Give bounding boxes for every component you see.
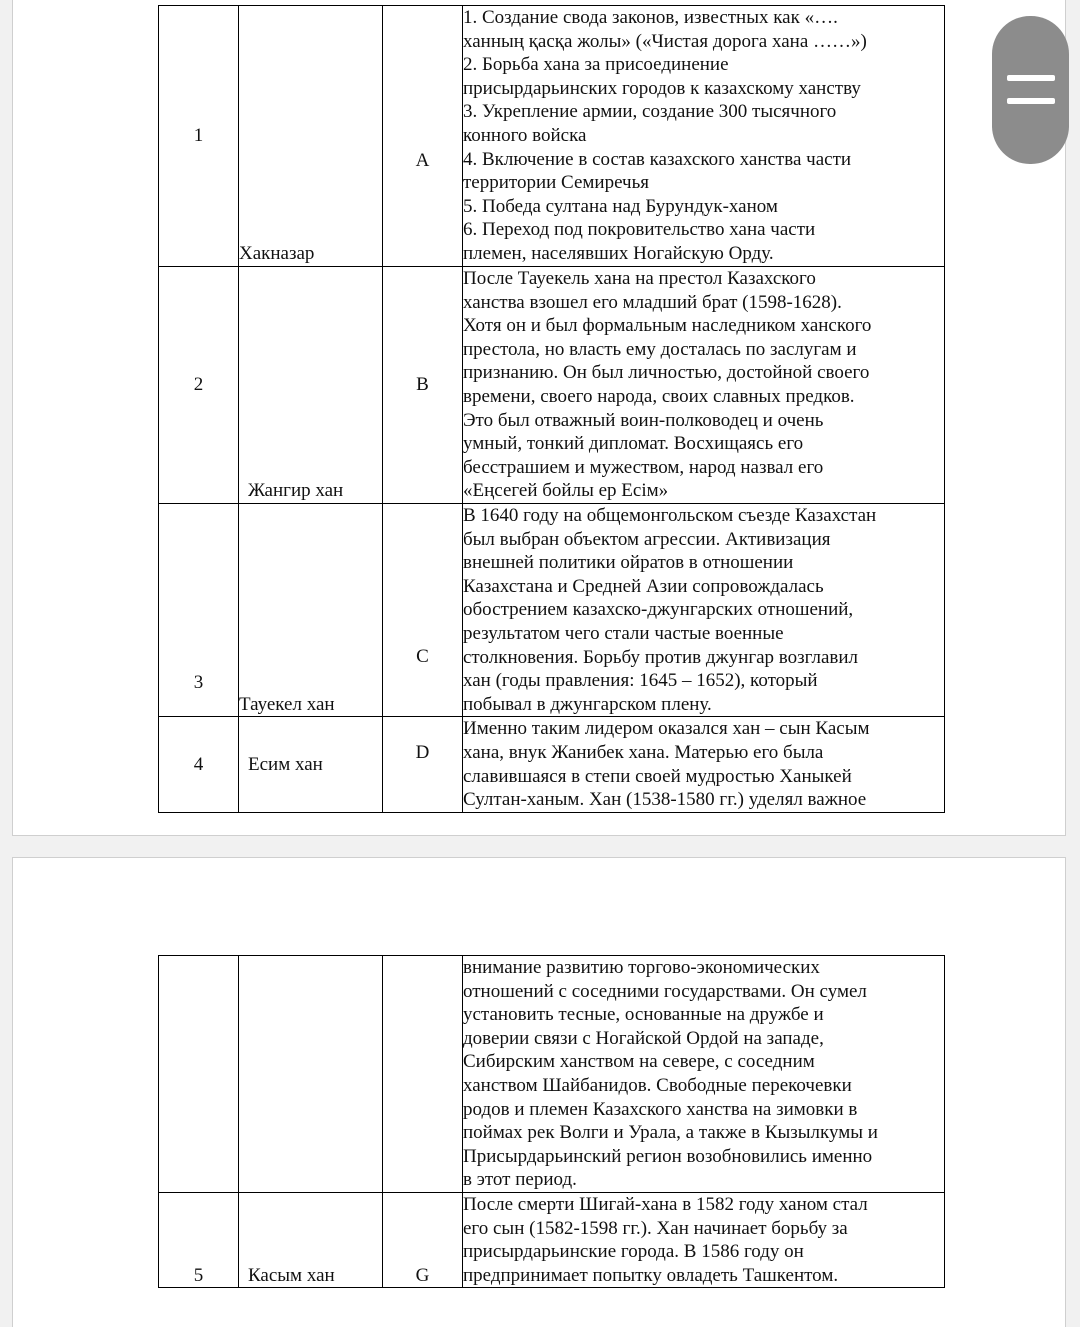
row-number: 5 <box>159 1193 239 1288</box>
text-line: 2. Борьба хана за присоединение <box>463 54 729 76</box>
text-line: После смерти Шигай-хана в 1582 году ханом стал <box>463 1194 868 1215</box>
text-line: 6. Переход под покровительство хана части <box>463 219 816 241</box>
scroll-handle[interactable] <box>992 16 1069 164</box>
text-line: Присырдарьинский регион возобновились именно <box>463 1145 873 1167</box>
text-line: 1. Создание свода законов, известных как «…. <box>463 7 838 28</box>
description-cell <box>463 956 945 1193</box>
text-line: признанию. Он был личностью, достойной своего <box>463 362 870 384</box>
text-line: территории Семиречья <box>463 172 649 194</box>
khan-name: Хакназар <box>239 6 383 267</box>
table-row <box>159 6 945 267</box>
khan-name: Тауекел хан <box>239 504 383 717</box>
text-line: столкновения. Борьбу против джунгар возглавил <box>463 646 859 668</box>
row-number: 1 <box>159 6 239 267</box>
table-row <box>159 504 945 717</box>
description-cell <box>463 1193 945 1288</box>
text-line: поймах рек Волги и Урала, а также в Кызылкумы и <box>463 1122 878 1144</box>
text-line: времени, своего народа, своих славных предков. <box>463 385 855 407</box>
text-line: внешней политики ойратов в отношении <box>463 552 794 574</box>
text-line: После Тауекель хана на престол Казахского <box>463 268 816 289</box>
menu-icon-line <box>1007 98 1055 104</box>
text-line: Султан-ханым. Хан (1538-1580 гг.) уделял важное <box>463 789 867 811</box>
text-line: престола, но власть ему досталась по заслугам и <box>463 338 857 360</box>
khans-table-part-2 <box>158 955 945 1288</box>
text-line: 3. Укрепление армии, создание 300 тысячного <box>463 101 837 123</box>
table-row <box>159 267 945 504</box>
text-line: племен, населявших Ногайскую Орду. <box>463 242 774 264</box>
answer-letter: D <box>383 717 463 812</box>
row-number: 3 <box>159 504 239 717</box>
text-line: 5. Победа султана над Бурундук-ханом <box>463 195 778 217</box>
description-cell <box>463 6 945 267</box>
row-number: 2 <box>159 267 239 504</box>
document-page-1 <box>12 0 1066 836</box>
answer-letter: A <box>383 6 463 267</box>
text-line: Именно таким лидером оказался хан – сын Касым <box>463 718 870 740</box>
text-line: предпринимает попытку овладеть Ташкентом. <box>463 1264 839 1286</box>
text-line: бесстрашием и мужеством, народ назвал его <box>463 456 824 478</box>
text-line: славившаяся в степи своей мудростью Ханыкей <box>463 765 852 787</box>
text-line: в этот период. <box>463 1169 577 1191</box>
table-row <box>159 956 945 1193</box>
text-line: присырдарьинских городов к казахскому ханству <box>463 77 861 99</box>
table-row <box>159 717 945 812</box>
description-cell <box>463 267 945 504</box>
text-line: присырдарьинские города. В 1586 году он <box>463 1241 804 1263</box>
answer-letter: C <box>383 504 463 717</box>
text-line: внимание развитию торгово-экономических <box>463 957 820 978</box>
text-line: побывал в джунгарском плену. <box>463 693 712 715</box>
khan-name: Жангир хан <box>239 267 383 504</box>
text-line: доверии связи с Ногайской Ордой на западе, <box>463 1027 824 1049</box>
text-line: конного войска <box>463 124 587 146</box>
text-line: хан (годы правления: 1645 – 1652), который <box>463 670 818 692</box>
text-line: Сибирским ханством на севере, с соседним <box>463 1051 815 1073</box>
khan-name <box>239 956 383 1193</box>
text-line: был выбран объектом агрессии. Активизация <box>463 528 831 550</box>
text-line: его сын (1582-1598 гг.). Хан начинает борьбу за <box>463 1217 848 1239</box>
row-number <box>159 956 239 1193</box>
answer-letter <box>383 956 463 1193</box>
text-line: результатом чего стали частые военные <box>463 622 784 644</box>
text-line: В 1640 году на общемонгольском съезде Казахстан <box>463 505 877 526</box>
text-line: ханством Шайбанидов. Свободные перекочевки <box>463 1074 852 1096</box>
text-line: родов и племен Казахского ханства на зимовки в <box>463 1098 858 1120</box>
text-line: отношений с соседними государствами. Он сумел <box>463 980 867 1002</box>
description-cell <box>463 717 945 812</box>
text-line: хана, внук Жанибек хана. Матерью его была <box>463 741 824 763</box>
khan-name: Есим хан <box>239 717 383 812</box>
table-row <box>159 1193 945 1288</box>
menu-icon <box>1007 75 1055 81</box>
text-line: 4. Включение в состав казахского ханства части <box>463 148 852 170</box>
khan-name: Касым хан <box>239 1193 383 1288</box>
text-line: Казахстана и Средней Азии сопровождалась <box>463 575 824 597</box>
text-line: обострением казахско-джунгарских отношений, <box>463 599 854 621</box>
row-number: 4 <box>159 717 239 812</box>
description-cell <box>463 504 945 717</box>
text-line: Хотя он и был формальным наследником ханского <box>463 315 872 337</box>
text-line: ханства взошел его младший брат (1598-1628). <box>463 291 842 313</box>
answer-letter: G <box>383 1193 463 1288</box>
text-line: Это был отважный воин-полководец и очень <box>463 409 824 431</box>
khans-table-part-1 <box>158 5 945 813</box>
text-line: ханның қасқа жолы» («Чистая дорога хана ……») <box>463 30 867 52</box>
answer-letter: B <box>383 267 463 504</box>
text-line: умный, тонкий дипломат. Восхищаясь его <box>463 433 804 455</box>
text-line: «Еңсегей бойлы ер Есім» <box>463 480 669 502</box>
text-line: установить тесные, основанные на дружбе и <box>463 1004 824 1026</box>
document-page-2 <box>12 857 1066 1327</box>
